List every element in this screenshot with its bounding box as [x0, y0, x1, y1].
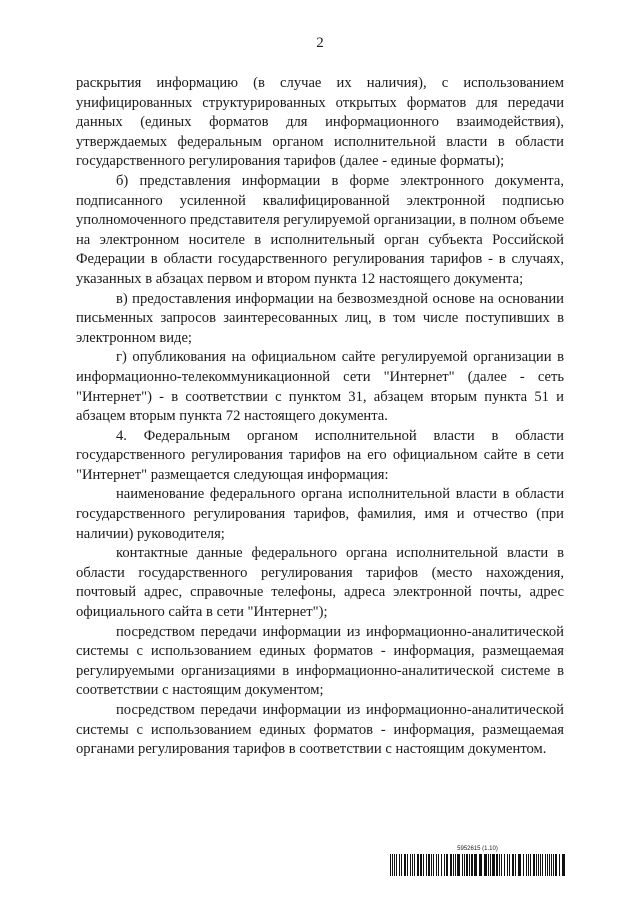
paragraph-contacts-item: контактные данные федерального органа исполнительной власти в области государственного регулирования тарифов (место нахождения, почтовый адрес, справочные телефоны, адреса электронной почты, адрес официального сайта в сети "Интернет");: [76, 545, 564, 621]
paragraph-item-v: в) предоставления информации на безвозмездной основе на основании письменных запросов заинтересованных лиц, в том числе поступивших в электронном виде;: [76, 290, 564, 346]
document-stamp: [390, 846, 565, 876]
paragraph-name-item: наименование федерального органа исполнительной власти в области государственного регулирования тарифов, фамилия, имя и отчество (при наличии) руководителя;: [76, 486, 564, 542]
document-code: 5952615 (1.10): [457, 846, 498, 852]
paragraph-item-b: б) представления информации в форме электронного документа, подписанного усиленной квалифицированной электронной подписью уполномоченного представителя регулируемой организации, в полном объеме на электронном носителе в исполнительный орган субъекта Российской Федерации в области государственного регулирования тарифов - в случаях, указанных в абзацах первом и втором пункта 12 настоящего документа;: [76, 172, 564, 287]
paragraph-transfer-item-2: посредством передачи информации из информационно-аналитической системы с использованием единых форматов - информация, размещаемая органами регулирования тарифов в соответствии с настоящим документом.: [76, 702, 564, 758]
paragraph-section-4: 4. Федеральным органом исполнительной власти в области государственного регулирования тарифов на его официальном сайте в сети "Интернет" размещается следующая информация:: [76, 427, 564, 483]
paragraph-item-g: г) опубликования на официальном сайте регулируемой организации в информационно-телекоммуникационной сети "Интернет" (далее - сеть "Интернет") - в соответствии с пунктом 31, абзацем вторым пункта 51 и абзацем вторым пункта 72 настоящего документа.: [76, 349, 564, 425]
paragraph-transfer-item-1: посредством передачи информации из информационно-аналитической системы с использованием единых форматов - информация, размещаемая регулируемыми организациями в информационно-аналитической системе в соответствии с настоящим документом;: [76, 623, 564, 699]
document-body: [76, 74, 564, 760]
page-number: 2: [316, 35, 324, 51]
barcode-icon: [390, 854, 565, 876]
paragraph-continuation: раскрытия информацию (в случае их наличия), с использованием унифицированных структурированных открытых форматов для передачи данных (единых форматов для информационного взаимодействия), утверждаемых федеральным органом исполнительной власти в области государственного регулирования тарифов (далее - единые форматы);: [76, 75, 564, 170]
